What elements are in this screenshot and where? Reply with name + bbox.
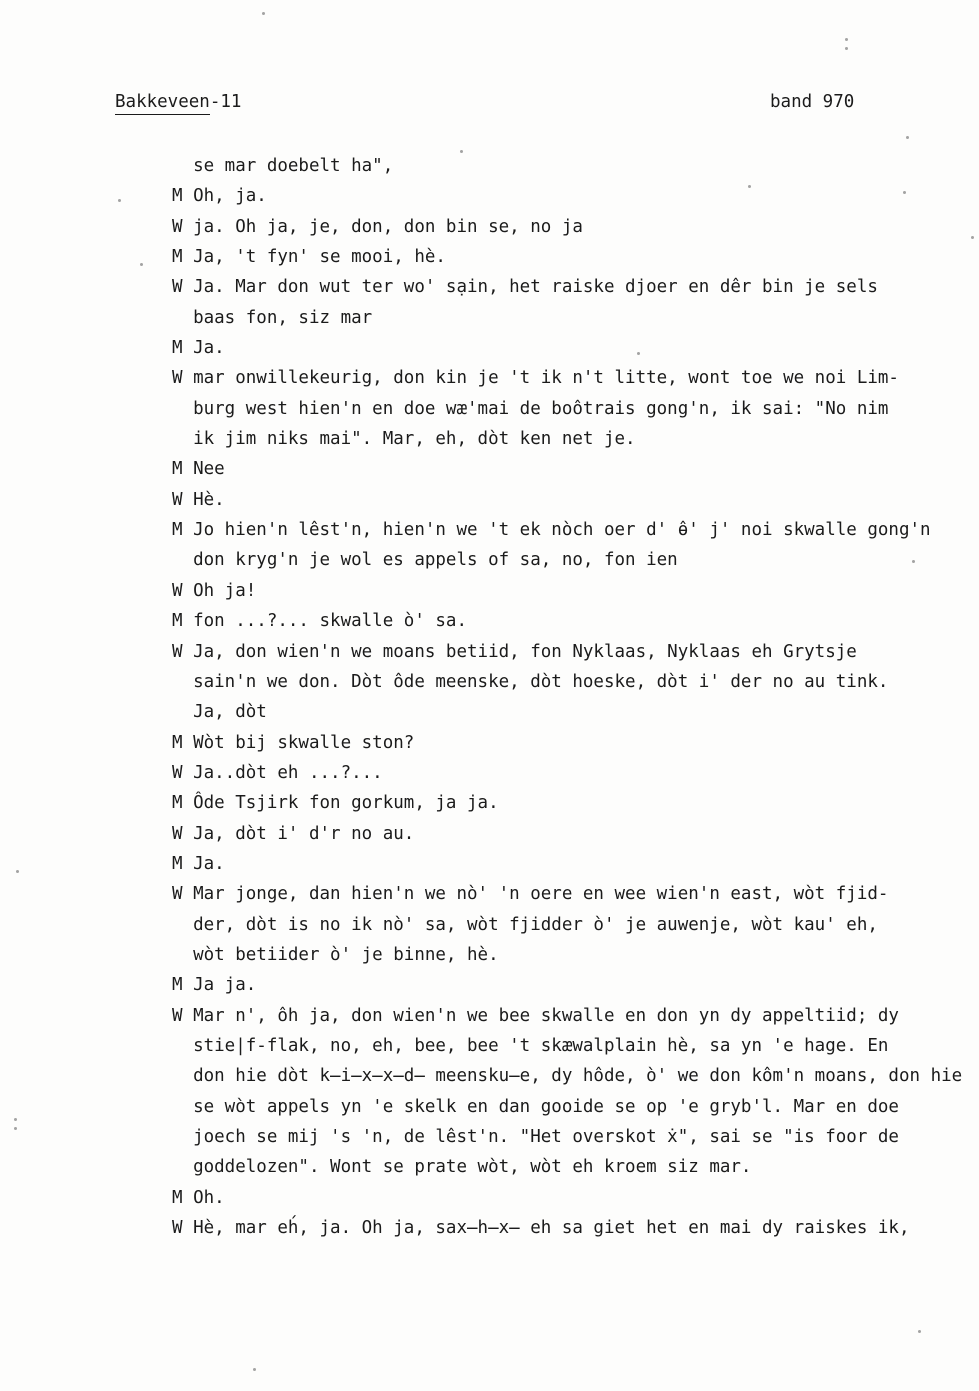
line-text: Wòt bij skwalle ston? bbox=[193, 732, 415, 753]
line-text: Nee bbox=[193, 459, 225, 480]
speaker-label: W bbox=[172, 216, 183, 237]
line-text: Ja ja. bbox=[193, 975, 257, 996]
transcript-line bbox=[172, 637, 972, 667]
band-reference: band 970 bbox=[770, 92, 855, 112]
scan-speck bbox=[16, 870, 19, 873]
line-text: Ja. Mar don wut ter wo' sạin, het raiske djoer en dêr bin je sels bbox=[193, 277, 878, 298]
line-text: mar onwillekeurig, don kin je 't ik n't litte, wont toe we noi Lim- bbox=[193, 368, 899, 389]
line-text: Hè, mar eh́, ja. Oh ja, sax̶h̶x̶ eh sa giet het en mai dy raiskes ik, bbox=[193, 1218, 910, 1239]
line-text: Ja, dòt i' d'r no au. bbox=[193, 823, 415, 844]
transcript-body bbox=[172, 151, 972, 1243]
line-text: Ôde Tsjirk fon gorkum, ja ja. bbox=[193, 793, 499, 814]
speaker-label: M bbox=[172, 732, 183, 753]
speaker-label: W bbox=[172, 580, 183, 601]
scan-speck bbox=[748, 185, 751, 188]
line-text: joech se mij 's 'n, de lêst'n. "Het overskot ẋ", sai se "is foor de bbox=[193, 1127, 899, 1147]
scan-speck bbox=[845, 38, 848, 41]
transcript-line bbox=[172, 454, 972, 484]
speaker-label: W bbox=[172, 489, 183, 510]
line-text: wòt betiider ò' je binne, hè. bbox=[193, 944, 499, 965]
line-text: se mar doebelt ha", bbox=[193, 156, 394, 176]
line-text: Mar jonge, dan hien'n we nò' 'n oere en wee wien'n east, wòt fjid- bbox=[193, 884, 889, 905]
scan-speck bbox=[971, 236, 974, 239]
transcript-line bbox=[172, 1152, 972, 1182]
speaker-label: W bbox=[172, 277, 183, 298]
scan-speck bbox=[912, 560, 915, 563]
line-text: Hè. bbox=[193, 489, 225, 510]
speaker-label: W bbox=[172, 823, 183, 844]
transcript-line bbox=[172, 272, 972, 302]
transcript-line bbox=[172, 819, 972, 849]
transcript-line bbox=[172, 1122, 972, 1152]
document-title-suffix: -11 bbox=[209, 92, 242, 112]
line-text: Ja, don wien'n we moans betiid, fon Nyklaas, Nyklaas eh Grytsje bbox=[193, 641, 857, 662]
line-text: Mar n', ôh ja, don wien'n we bee skwalle en don yn dy appeltiid; dy bbox=[193, 1005, 899, 1026]
transcript-line bbox=[172, 1001, 972, 1031]
transcript-line bbox=[172, 940, 972, 970]
scan-speck bbox=[253, 1368, 256, 1371]
line-text: don kryg'n je wol es appels of sa, no, fon ien bbox=[193, 550, 678, 571]
line-text: Jo hien'n lêst'n, hien'n we 't ek nòch oer d' ɵ̂' j' noi skwalle gong'n bbox=[193, 520, 931, 541]
speaker-label: M bbox=[172, 1187, 183, 1208]
speaker-label: M bbox=[172, 247, 183, 268]
speaker-label: W bbox=[172, 762, 183, 783]
scan-speck bbox=[118, 199, 121, 202]
line-text: don hie dòt k̶i̶x̶x̶d̶ meensku̶e, dy hôde, ò' we don kôm'n moans, don hie bbox=[193, 1066, 963, 1087]
scan-speck bbox=[460, 150, 463, 153]
transcript-line bbox=[172, 1183, 972, 1213]
transcript-line bbox=[172, 667, 972, 697]
transcript-line bbox=[172, 1092, 972, 1122]
line-text: Ja, 't fyn' se mooi, hè. bbox=[193, 247, 446, 268]
line-text: se wòt appels yn 'e skelk en dan gooide se op 'e gryb'l. Mar en doe bbox=[193, 1096, 899, 1117]
scan-speck bbox=[845, 47, 848, 50]
scan-speck bbox=[14, 1118, 17, 1121]
scan-speck bbox=[14, 1127, 17, 1130]
line-text: Ja, dòt bbox=[193, 702, 267, 723]
transcript-line bbox=[172, 424, 972, 454]
line-text: Oh, ja. bbox=[193, 186, 267, 207]
transcript-line bbox=[172, 970, 972, 1000]
scan-speck bbox=[918, 1330, 921, 1333]
scan-speck bbox=[906, 136, 909, 139]
line-text: goddelozen". Wont se prate wòt, wòt eh kroem siz mar. bbox=[193, 1157, 752, 1178]
speaker-label: M bbox=[172, 611, 183, 632]
transcript-line bbox=[172, 1061, 972, 1091]
transcript-line bbox=[172, 910, 972, 940]
transcript-line bbox=[172, 515, 972, 545]
transcript-line bbox=[172, 333, 972, 363]
transcript-line bbox=[172, 879, 972, 909]
scan-speck bbox=[637, 352, 640, 355]
transcript-line bbox=[172, 485, 972, 515]
speaker-label: W bbox=[172, 1218, 183, 1239]
line-text: Oh. bbox=[193, 1187, 225, 1208]
speaker-label: W bbox=[172, 368, 183, 389]
transcript-line bbox=[172, 1031, 972, 1061]
transcript-line bbox=[172, 303, 972, 333]
transcript-line bbox=[172, 849, 972, 879]
transcript-line bbox=[172, 697, 972, 727]
scan-speck bbox=[140, 263, 143, 266]
line-text: sain'n we don. Dòt ôde meenske, dòt hoeske, dòt i' der no au tink. bbox=[193, 671, 889, 692]
transcript-line bbox=[172, 242, 972, 272]
transcript-line bbox=[172, 728, 972, 758]
speaker-label: W bbox=[172, 884, 183, 905]
transcript-line bbox=[172, 1213, 972, 1243]
transcript-line bbox=[172, 212, 972, 242]
transcript-line bbox=[172, 394, 972, 424]
transcript-line bbox=[172, 606, 972, 636]
transcript-line bbox=[172, 788, 972, 818]
line-text: Ja. bbox=[193, 338, 225, 359]
transcript-line bbox=[172, 545, 972, 575]
speaker-label: M bbox=[172, 975, 183, 996]
speaker-label: W bbox=[172, 641, 183, 662]
speaker-label: M bbox=[172, 793, 183, 814]
line-text: burg west hien'n en doe wæ'mai de boôtrais gong'n, ik sai: "No nim bbox=[193, 398, 889, 419]
line-text: der, dòt is no ik nò' sa, wòt fjidder ò' je auwenje, wòt kau' eh, bbox=[193, 914, 878, 935]
transcript-line bbox=[172, 181, 972, 211]
speaker-label: W bbox=[172, 1005, 183, 1026]
speaker-label: M bbox=[172, 186, 183, 207]
document-title-underlined: Bakkeveen bbox=[115, 92, 210, 115]
line-text: ik jim niks mai". Mar, eh, dòt ken net je. bbox=[193, 429, 636, 450]
page-header bbox=[0, 92, 979, 118]
line-text: Ja. bbox=[193, 853, 225, 874]
transcript-line bbox=[172, 576, 972, 606]
line-text: Oh ja! bbox=[193, 580, 257, 601]
transcript-line bbox=[172, 151, 972, 181]
speaker-label: M bbox=[172, 520, 183, 541]
line-text: fon ...?... skwalle ò' sa. bbox=[193, 611, 467, 632]
scan-speck bbox=[903, 191, 906, 194]
line-text: ja. Oh ja, je, don, don bin se, no ja bbox=[193, 216, 583, 237]
speaker-label: M bbox=[172, 853, 183, 874]
speaker-label: M bbox=[172, 338, 183, 359]
line-text: Ja..dòt eh ...?... bbox=[193, 762, 383, 783]
line-text: stie|f-flak, no, eh, bee, bee 't skæwalplain hè, sa yn 'e hage. En bbox=[193, 1035, 889, 1056]
line-text: baas fon, siz mar bbox=[193, 307, 373, 328]
scan-speck bbox=[262, 12, 265, 15]
speaker-label: M bbox=[172, 459, 183, 480]
transcript-line bbox=[172, 363, 972, 393]
transcript-line bbox=[172, 758, 972, 788]
document-title bbox=[115, 92, 241, 112]
